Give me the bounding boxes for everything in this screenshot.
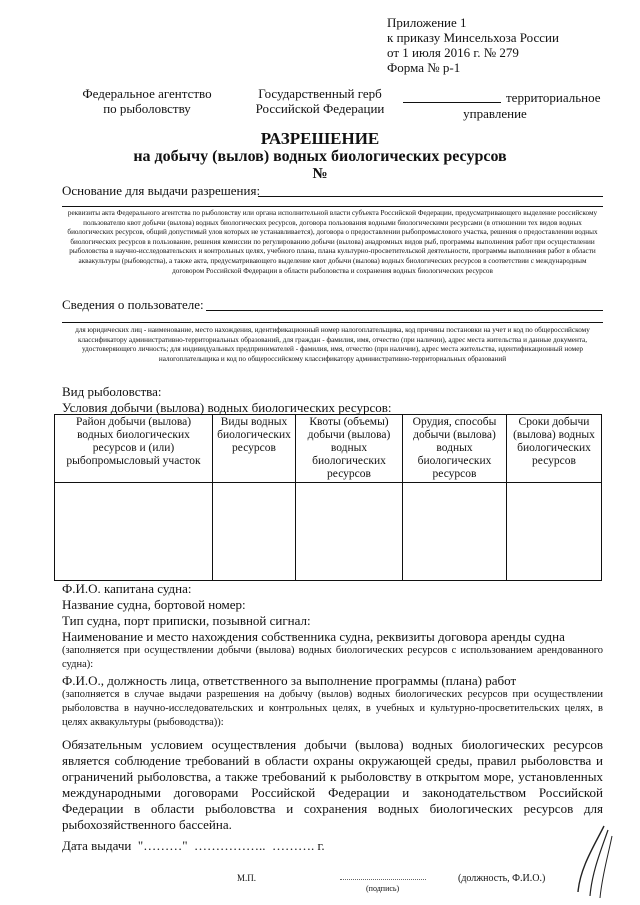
appendix-block: [387, 15, 627, 75]
basis-field-line2[interactable]: [62, 206, 603, 207]
conditions-label: Условия добычи (вылова) водных биологических ресурсов:: [62, 400, 392, 415]
table-cell[interactable]: [55, 483, 213, 581]
responsible-note: (заполняется в случае выдачи разрешения на добычу (вылов) водных биологических ресурсов при осуществлении рыболовства в научно-исследовательских и контрольных целях, в учебных и культурно-просветительских целях, в целях аквакультуры (рыбоводства)):: [62, 689, 603, 728]
column-header: Орудия, способы добычи (вылова) водных биологических ресурсов: [403, 415, 507, 483]
table-cell[interactable]: [403, 483, 507, 581]
owner-note: (заполняется при осуществлении добычи (вылова) водных биологических ресурсов с использованием арендованного судна):: [62, 645, 603, 670]
stamp-place: М.П.: [237, 873, 257, 883]
table-header-row: [55, 415, 602, 483]
position-label: (должность, Ф.И.О.): [458, 873, 546, 884]
conditions-table: [54, 414, 602, 581]
appendix-line3: от 1 июля 2016 г. № 279: [387, 45, 519, 60]
column-header: Сроки добычи (вылова) водных биологических ресурсов: [507, 415, 602, 483]
signature-line[interactable]: [340, 879, 426, 880]
territorial-line1: территориальное: [506, 90, 601, 105]
basis-note: реквизиты акта Федерального агентства по рыболовству или органа исполнительной власти субъекта Российской Федерации, предусматривающего выделение российскому пользователю квот добычи (вылова) водных биологических ресурсов, договора пользования водными биологическими ресурсами (в отношении тех видов водных биологических ресурсов, общий допустимый улов которых не устанавливается), договора о предоставлении рыбопромыслового участка, решения о предоставлении водных биологических ресурсов в пользование, решения комиссии по регулированию добычи (вылова) анадромных видов рыб, программы выполнения работ при осуществлении рыболовства в научно-исследовательских и контрольных целях, учебного плана, плана культурно-просветительской деятельности, программы выполнения работ в области аквакультуры (рыбоводства), а также акта, предусматривающего выделение квот добычи (вылова) водных биологических ресурсов в соответствии с международным договором Российской Федерации в области рыболовства и сохранения водных биологических ресурсов: [67, 209, 598, 275]
appendix-line4: Форма № р-1: [387, 60, 461, 75]
mandatory-condition-text: Обязательным условием осуществления добычи (вылова) водных биологических ресурсов является соблюдение требований в области охраны окружающей среды, правил рыболовства и ограничений рыболовства, а также требований к рыболовству в открытом море, установленных международными договорами Российской Федерации и законодательством Российской Федерации в области рыболовства и сохранения водных биологических ресурсов для рыбохозяйственного бассейна.: [62, 737, 603, 832]
signature-label: (подпись): [366, 884, 400, 893]
state-emblem-label: Государственный герб Российской Федерации: [255, 86, 385, 116]
vessel-name-label: Название судна, бортовой номер:: [62, 597, 246, 612]
column-header: Квоты (объемы) добычи (вылова) водных биологических ресурсов: [296, 415, 403, 483]
captain-label: Ф.И.О. капитана судна:: [62, 581, 192, 596]
owner-block: [62, 629, 603, 672]
user-field[interactable]: [206, 310, 603, 311]
user-note: для юридических лиц - наименование, место нахождения, идентификационный номер налогоплательщика, код причины постановки на учет и код по общероссийскому классификатору административно-территориальных образований, для граждан - фамилия, имя, отчество (при наличии), адрес места жительства и данные документа, удостоверяющего личность; для индивидуальных предпринимателей - фамилия, имя, отчество (при наличии), адрес места жительства, идентификационный номер налогоплательщика и код по общероссийскому классификатору административно-территориальных образований: [75, 326, 590, 363]
territorial-line2: управление: [463, 106, 527, 121]
page-subtitle: на добычу (вылов) водных биологических ресурсов: [133, 148, 507, 165]
basis-label: Основание для выдачи разрешения:: [62, 183, 261, 198]
user-field-line2[interactable]: [62, 322, 603, 323]
user-label: Сведения о пользователе:: [62, 297, 204, 312]
pen-stroke-mark: [568, 820, 618, 900]
responsible-label: Ф.И.О., должность лица, ответственного за выполнение программы (плана) работ: [62, 673, 517, 688]
basis-field[interactable]: [258, 196, 603, 197]
column-header: Район добычи (вылова) водных биологических ресурсов и (или) рыбопромысловый участок: [55, 415, 213, 483]
agency-name: Федеральное агентство по рыболовству: [82, 86, 212, 116]
fishing-type-label: Вид рыболовства:: [62, 384, 162, 399]
page-title: РАЗРЕШЕНИЕ: [260, 129, 380, 148]
owner-label: Наименование и место нахождения собственника судна, реквизиты договора аренды судна: [62, 629, 565, 644]
issue-date[interactable]: Дата выдачи "………" …………….. ………. г.: [62, 838, 325, 853]
table-row: [55, 483, 602, 581]
permit-number: №: [312, 166, 328, 182]
vessel-type-label: Тип судна, порт приписки, позывной сигнал:: [62, 613, 311, 628]
table-cell[interactable]: [296, 483, 403, 581]
column-header: Виды водных биологических ресурсов: [213, 415, 296, 483]
responsible-block: [62, 673, 603, 730]
appendix-line2: к приказу Минсельхоза России: [387, 30, 559, 45]
table-cell[interactable]: [213, 483, 296, 581]
table-cell[interactable]: [507, 483, 602, 581]
appendix-line1: Приложение 1: [387, 15, 467, 30]
territorial-blank-line[interactable]: [403, 101, 501, 103]
